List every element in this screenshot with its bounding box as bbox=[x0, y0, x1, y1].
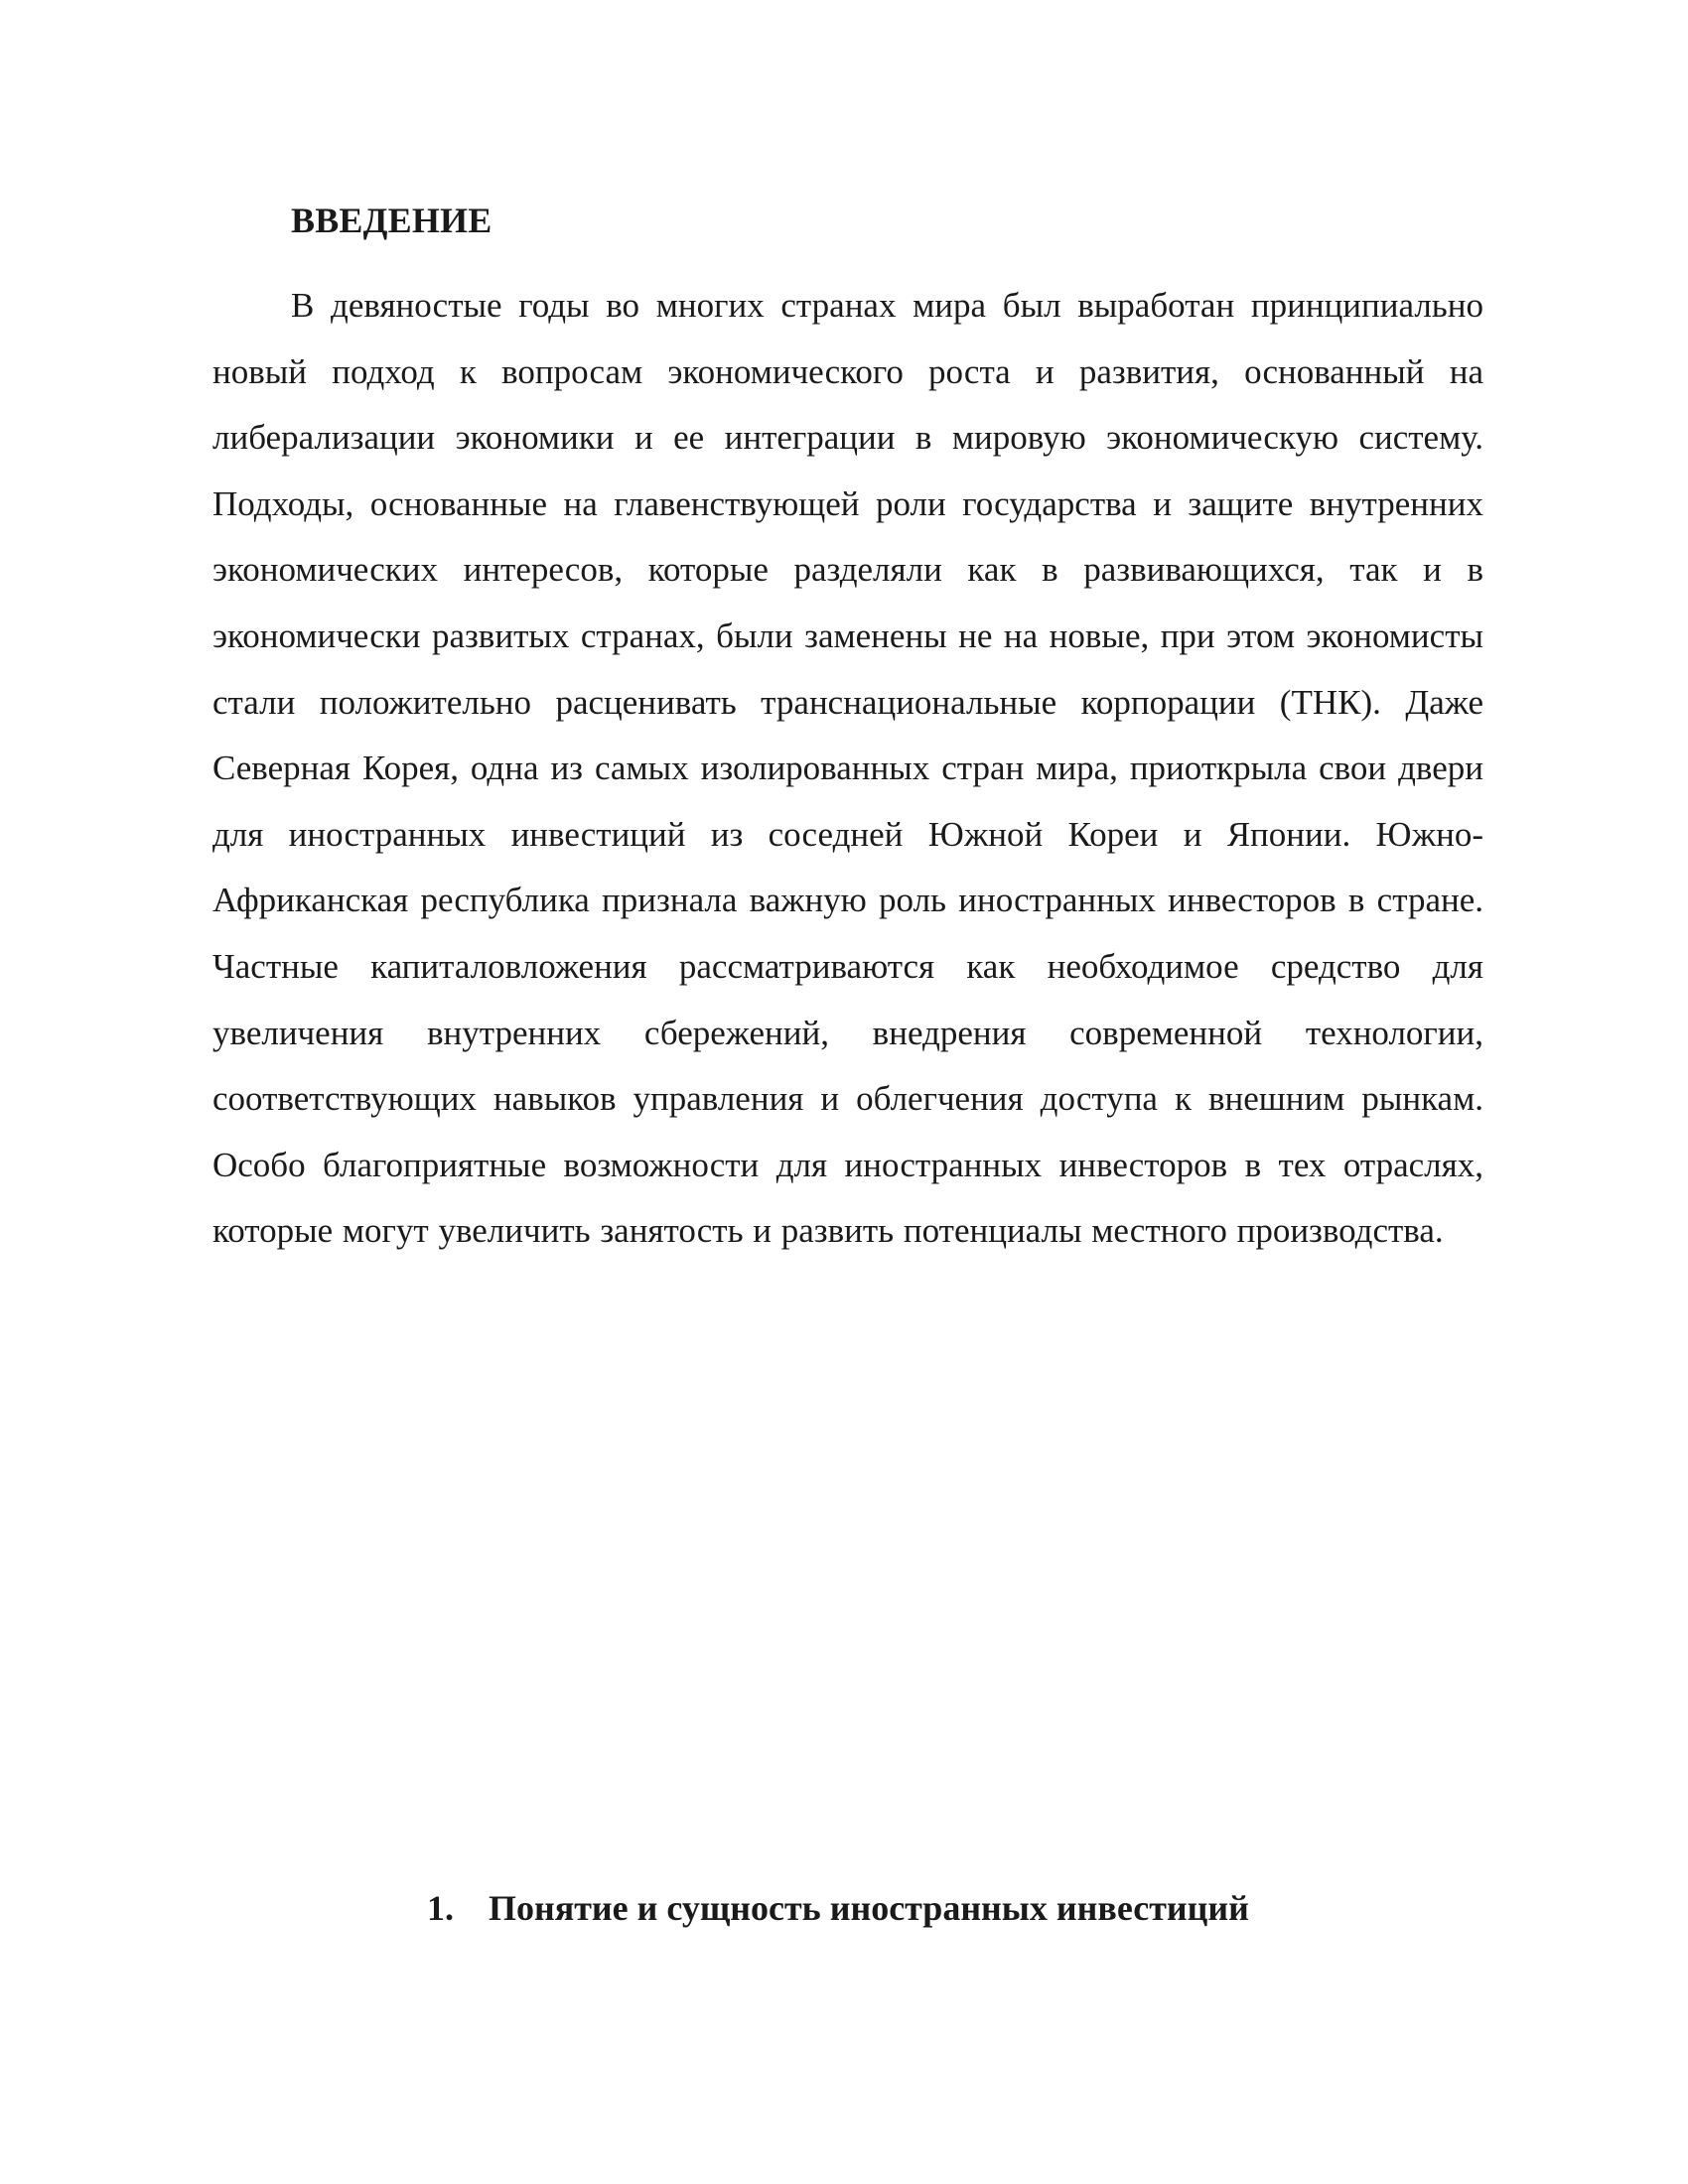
section-heading bbox=[427, 1882, 1249, 1934]
section-title: Понятие и сущность иностранных инвестиций bbox=[489, 1888, 1249, 1928]
intro-heading: ВВЕДЕНИЕ bbox=[291, 201, 492, 240]
intro-paragraph: В девяностые годы во многих странах мира был выработан принципиально новый подход к вопросам экономического роста и развития, основанный на либерализации экономики и ее интеграции в мировую экономическую систему. Подходы, основанные на главенствующей роли государства и защите внутренних экономических интересов, которые разделяли как в развивающихся, так и в экономически развитых странах, были заменены не на новые, при этом экономисты стали положительно расценивать транснациональные корпорации (ТНК). Даже Северная Корея, одна из самых изолированных стран мира, приоткрыла свои двери для иностранных инвестиций из соседней Южной Кореи и Японии. Южно-Африканская республика признала важную роль иностранных инвесторов в стране. Частные капиталовложения рассматриваются как необходимое средство для увеличения внутренних сбережений, внедрения современной технологии, соответствующих навыков управления и облегчения доступа к внешним рынкам. Особо благоприятные возможности для иностранных инвесторов в тех отраслях, которые могут увеличить занятость и развить потенциалы местного производства. bbox=[212, 286, 1483, 1251]
section-number: 1. bbox=[427, 1888, 454, 1928]
